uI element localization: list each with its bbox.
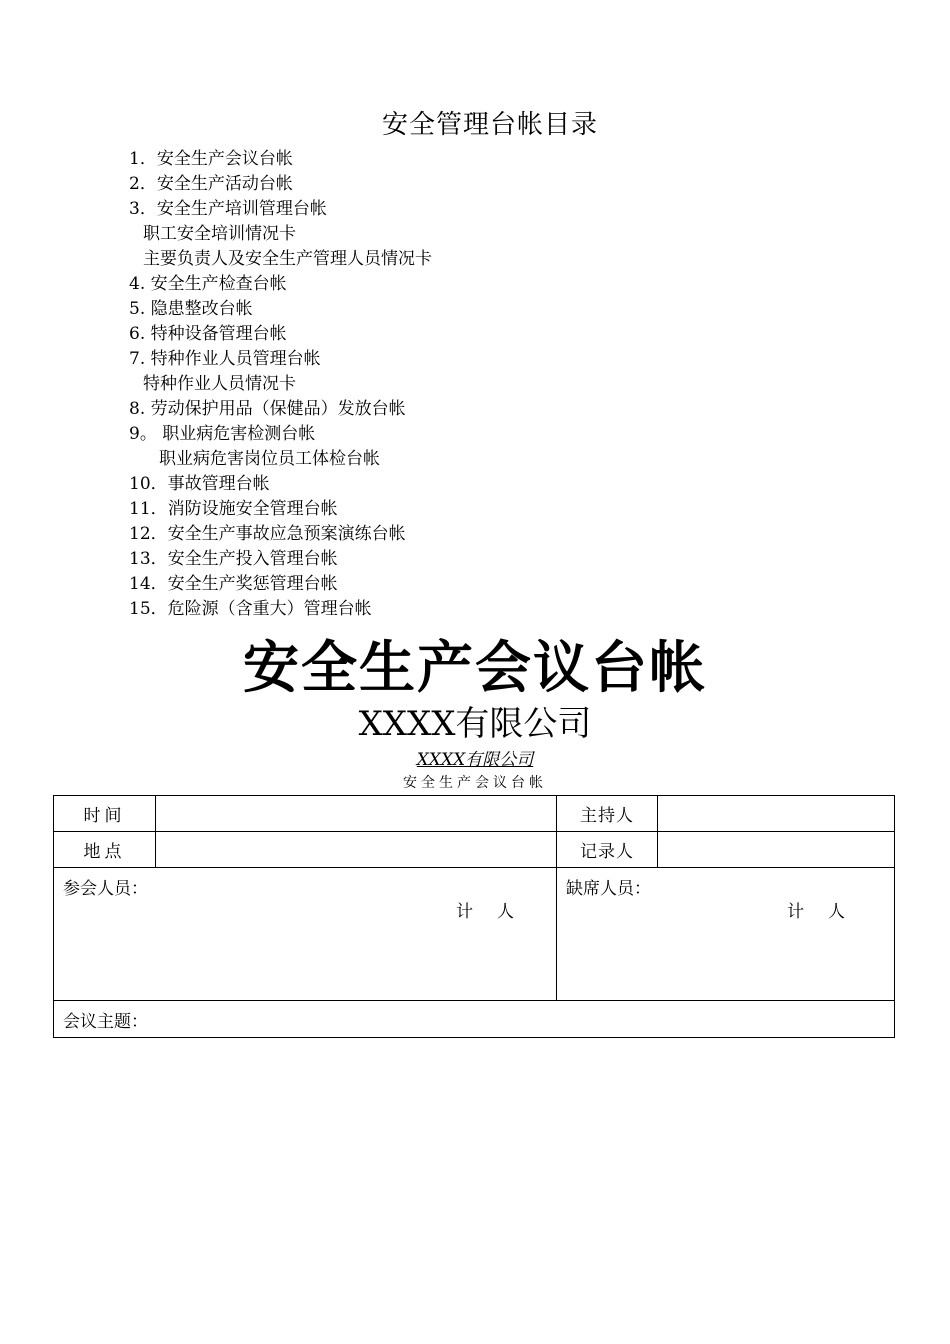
toc-item: 7. 特种作业人员管理台帐 [129,349,321,369]
toc-list [129,147,432,622]
toc-subitem: 特种作业人员情况卡 [143,374,296,394]
host-label: 主持人 [557,796,658,832]
toc-item: 1．安全生产会议台帐 [129,149,293,169]
toc-item: 3．安全生产培训管理台帐 [129,199,327,219]
absentees-field[interactable] [557,868,895,1001]
form-company: XXXX有限公司 [416,750,534,770]
toc-item: 9。 职业病危害检测台帐 [129,424,316,444]
absentees-label: 缺席人员： [566,879,651,899]
table-row [54,832,895,868]
toc-item: 6. 特种设备管理台帐 [129,324,287,344]
table-row [54,1001,895,1038]
time-label: 时间 [54,796,156,832]
place-field[interactable] [156,832,557,868]
place-label: 地点 [54,832,156,868]
toc-item: 14．安全生产奖惩管理台帐 [129,574,338,594]
topic-field[interactable] [54,1001,895,1038]
toc-subitem: 主要负责人及安全生产管理人员情况卡 [143,249,432,269]
toc-item: 5. 隐患整改台帐 [129,299,253,319]
cover-company: XXXX有限公司 [358,704,592,744]
toc-item: 11．消防设施安全管理台帐 [129,499,338,519]
toc-item: 2．安全生产活动台帐 [129,174,293,194]
toc-subitem: 职业病危害岗位员工体检台帐 [159,449,380,469]
table-row [54,796,895,832]
recorder-label: 记录人 [557,832,658,868]
time-field[interactable] [156,796,557,832]
recorder-field[interactable] [658,832,895,868]
toc-item: 8. 劳动保护用品（保健品）发放台帐 [129,399,406,419]
table-row [54,868,895,1001]
attendees-count-label: 计人 [456,902,538,922]
topic-label: 会议主题： [63,1011,148,1032]
form-caption: 安全生产会议台帐 [403,775,547,791]
absentees-count-label: 计人 [787,902,869,922]
toc-item: 4. 安全生产检查台帐 [129,274,287,294]
toc-item: 15．危险源（含重大）管理台帐 [129,599,372,619]
attendees-label: 参会人员： [63,879,148,899]
toc-item: 10．事故管理台帐 [129,474,270,494]
meeting-ledger-table [53,795,895,1038]
host-field[interactable] [658,796,895,832]
toc-item: 13．安全生产投入管理台帐 [129,549,338,569]
toc-subitem: 职工安全培训情况卡 [143,224,296,244]
attendees-field[interactable] [54,868,557,1001]
cover-title: 安全生产会议台帐 [243,636,707,701]
toc-item: 12．安全生产事故应急预案演练台帐 [129,524,406,544]
toc-title: 安全管理台帐目录 [381,110,598,140]
